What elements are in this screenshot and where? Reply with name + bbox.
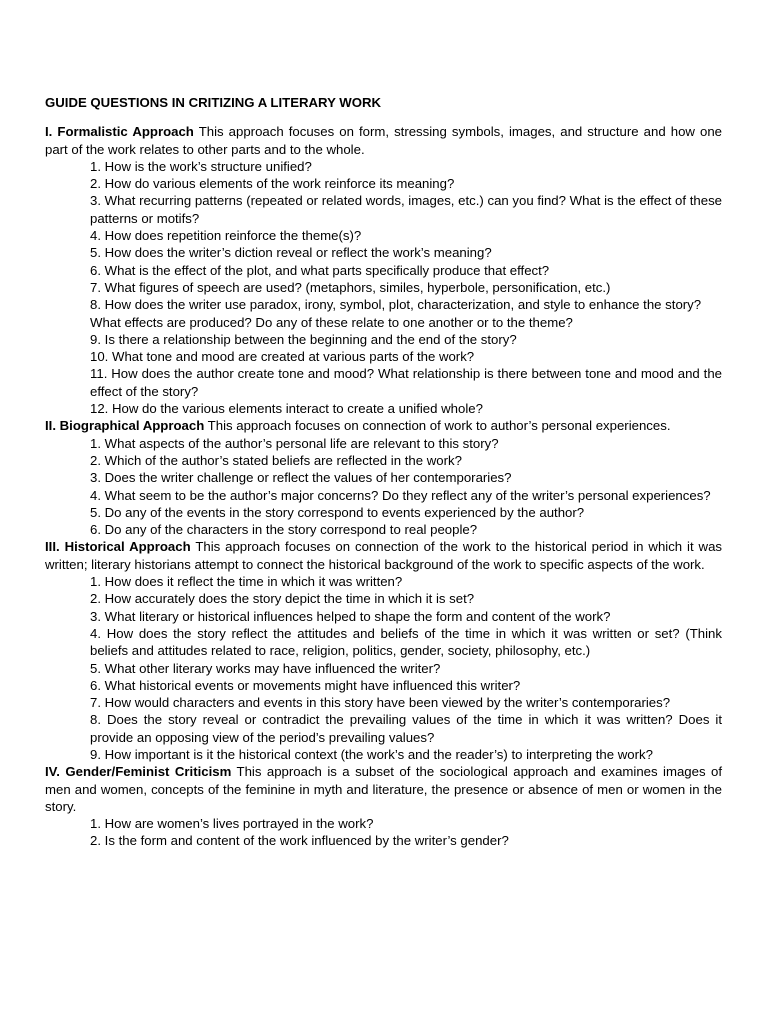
question-item: 2. Which of the author’s stated beliefs are reflected in the work? [90,452,462,468]
section-formalistic [45,123,722,417]
question-item: 6. What historical events or movements might have influenced this writer? [90,677,521,693]
section-intro [45,763,722,815]
question-list [45,815,722,850]
question-item: 2. How do various elements of the work reinforce its meaning? [90,176,455,192]
question-item: 11. How does the author create tone and mood? What relationship is there between tone and mood and the effect of the story? [90,366,722,399]
section-heading: III. Historical Approach [45,539,191,555]
section-gender-feminist [45,763,722,849]
section-heading: I. Formalistic Approach [45,124,194,140]
question-item: What effects are produced? Do any of these relate to one another or to the theme? [90,314,573,330]
question-item: 6. What is the effect of the plot, and what parts specifically produce that effect? [90,262,550,278]
question-item: 4. What seem to be the author’s major concerns? Do they reflect any of the writer’s personal experiences? [90,487,711,503]
question-item: 5. Do any of the events in the story correspond to events experienced by the author? [90,504,585,520]
question-item: 12. How do the various elements interact to create a unified whole? [90,401,483,417]
question-item: 5. How does the writer’s diction reveal or reflect the work’s meaning? [90,245,492,261]
section-heading: IV. Gender/Feminist Criticism [45,764,232,780]
section-description: This approach focuses on connection of work to author’s personal experiences. [204,418,671,434]
question-item: 1. What aspects of the author’s personal life are relevant to this story? [90,435,499,451]
document-page [45,94,722,850]
section-heading: II. Biographical Approach [45,418,205,434]
question-item: 6. Do any of the characters in the story correspond to real people? [90,522,478,538]
section-biographical [45,417,722,538]
question-list [45,573,722,763]
section-description: This approach is a subset of the sociological approach and examines images of men and women, concepts of the feminine in myth and literature, the presence or absence of men or women in the story. [45,764,722,814]
section-description: This approach focuses on form, stressing symbols, images, and structure and how one part of the work relates to other parts and to the whole. [45,124,722,157]
question-item: 8. How does the writer use paradox, irony, symbol, plot, characterization, and style to enhance the story? [90,297,702,313]
section-intro [45,417,722,434]
section-intro [45,123,722,158]
question-item: 1. How are women’s lives portrayed in the work? [90,816,374,832]
document-title: GUIDE QUESTIONS IN CRITIZING A LITERARY WORK [45,95,382,110]
question-item: 9. How important is it the historical context (the work’s and the reader’s) to interpreting the work? [90,746,653,762]
question-item: 1. How is the work’s structure unified? [90,158,312,174]
question-item: 10. What tone and mood are created at various parts of the work? [90,349,475,365]
section-historical [45,538,722,763]
question-item: 4. How does the story reflect the attitudes and beliefs of the time in which it was written or set? (Think beliefs and attitudes related to race, religion, politics, gender, society, philosophy, etc.) [90,625,722,659]
question-item: 3. Does the writer challenge or reflect the values of her contemporaries? [90,470,512,486]
question-item: 2. Is the form and content of the work influenced by the writer’s gender? [90,833,509,849]
question-item: 8. Does the story reveal or contradict the prevailing values of the time in which it was written? Does it provide an opposing view of the period’s prevailing values? [90,712,722,745]
question-item: 5. What other literary works may have influenced the writer? [90,660,441,676]
question-item: 9. Is there a relationship between the beginning and the end of the story? [90,331,517,347]
question-item: 1. How does it reflect the time in which it was written? [90,574,403,590]
question-item: 3. What literary or historical influences helped to shape the form and content of the work? [90,608,611,624]
section-description: This approach focuses on connection of the work to the historical period in which it was written; literary historians attempt to connect the historical background of the work to specific aspects of the work. [45,539,722,572]
question-item: 7. What figures of speech are used? (metaphors, similes, hyperbole, personification, etc.) [90,279,611,295]
question-item: 7. How would characters and events in this story have been viewed by the writer’s contemporaries? [90,695,671,711]
question-item: 3. What recurring patterns (repeated or related words, images, etc.) can you find? What is the effect of these patterns or motifs? [90,193,722,226]
question-list [45,435,722,539]
question-item: 2. How accurately does the story depict the time in which it is set? [90,591,475,607]
question-list [45,158,722,417]
question-item: 4. How does repetition reinforce the theme(s)? [90,228,362,244]
section-intro [45,538,722,573]
